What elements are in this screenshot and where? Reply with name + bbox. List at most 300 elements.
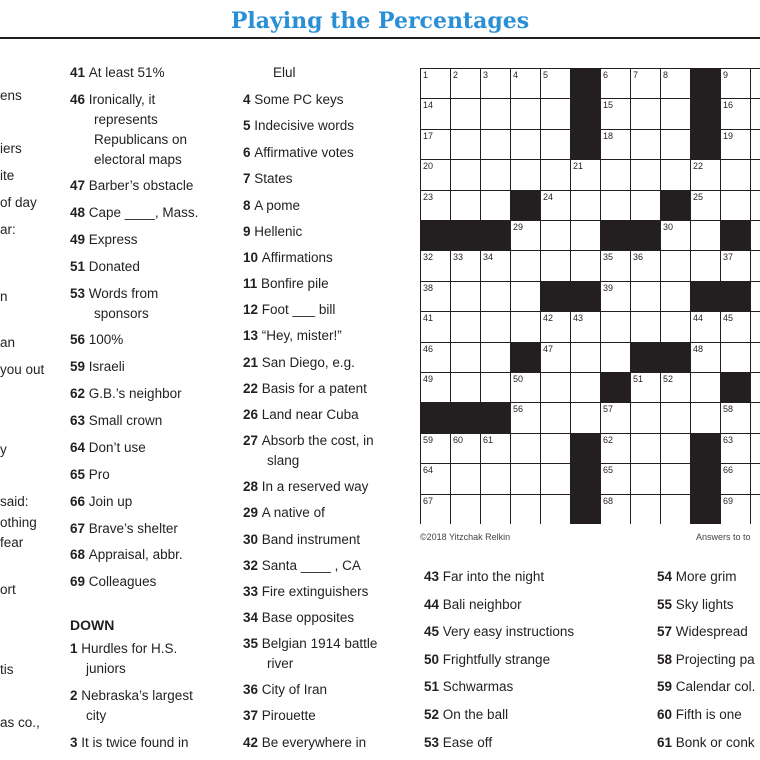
grid-block [600, 372, 631, 403]
grid-cell[interactable] [480, 129, 511, 160]
clue-text: Words from [88, 286, 159, 301]
grid-cell[interactable] [420, 494, 451, 524]
grid-cell[interactable] [480, 190, 511, 221]
grid-cell[interactable] [420, 372, 451, 403]
grid-cell[interactable] [720, 129, 751, 160]
grid-cell[interactable] [660, 250, 691, 281]
grid-cell[interactable] [690, 250, 721, 281]
clue-number: 60 [657, 707, 676, 722]
grid-cell[interactable] [660, 129, 691, 160]
grid-cell[interactable] [540, 311, 571, 342]
grid-block [540, 281, 571, 312]
grid-cell[interactable] [750, 311, 760, 342]
clue-text: othing [0, 515, 37, 530]
grid-cell[interactable] [660, 311, 691, 342]
grid-cell[interactable] [660, 433, 691, 464]
grid-cell[interactable] [690, 159, 721, 190]
grid-cell[interactable] [510, 98, 541, 129]
grid-cell[interactable] [420, 129, 451, 160]
grid-block [600, 220, 631, 251]
grid-cell[interactable] [420, 98, 451, 129]
clue-number: 56 [70, 332, 89, 347]
cell-number: 16 [723, 100, 734, 111]
clue-number: 46 [70, 92, 89, 107]
grid-cell[interactable] [480, 98, 511, 129]
clue-number: 26 [243, 407, 262, 422]
grid-cell[interactable] [720, 311, 751, 342]
cell-number: 45 [723, 313, 734, 324]
cell-number: 35 [603, 252, 614, 263]
grid-cell[interactable] [630, 402, 661, 433]
grid-cell[interactable] [600, 68, 631, 99]
grid-cell[interactable] [660, 402, 691, 433]
grid-cell[interactable] [540, 129, 571, 160]
grid-cell[interactable] [540, 68, 571, 99]
clue-22 [243, 379, 367, 399]
clue-number: 51 [424, 679, 443, 694]
grid-cell[interactable] [510, 220, 541, 251]
clue-60 [657, 705, 760, 725]
grid-block [480, 220, 511, 251]
clue-text: Land near Cuba [261, 407, 359, 422]
clue-number: 36 [243, 682, 262, 697]
clue-35 [243, 634, 377, 674]
clue-number: 66 [70, 494, 89, 509]
grid-cell[interactable] [600, 98, 631, 129]
cell-number: 42 [543, 313, 554, 324]
grid-cell[interactable] [450, 159, 481, 190]
clue-text: Schwarmas [442, 679, 514, 694]
grid-cell[interactable] [690, 220, 721, 251]
grid-block [570, 68, 601, 99]
clue-text: Base opposites [261, 610, 355, 625]
grid-cell[interactable] [540, 342, 571, 373]
clue-cont [0, 513, 68, 533]
grid-block [690, 433, 721, 464]
grid-cell[interactable] [510, 129, 541, 160]
cell-number: 17 [423, 130, 434, 141]
grid-cell[interactable] [750, 372, 760, 403]
clue-text: Frightfully strange [442, 652, 551, 667]
grid-cell[interactable] [480, 68, 511, 99]
grid-cell[interactable] [480, 250, 511, 281]
grid-cell[interactable] [600, 190, 631, 221]
clue-51 [70, 257, 140, 277]
clue-text: Affirmations [261, 250, 333, 265]
clue-text: Small crown [88, 413, 163, 428]
grid-cell[interactable] [720, 433, 751, 464]
clue-text: Brave’s shelter [88, 521, 178, 536]
cell-number: 39 [603, 282, 614, 293]
clue-continuation: electoral maps [94, 152, 182, 167]
clue-number: 43 [424, 569, 443, 584]
grid-cell[interactable] [750, 190, 760, 221]
clue-43 [424, 567, 544, 587]
clue-69 [70, 572, 156, 592]
cell-number: 67 [423, 495, 434, 506]
clue-number: 13 [243, 328, 262, 343]
clue-21 [243, 353, 355, 373]
grid-cell[interactable] [420, 190, 451, 221]
clue-9 [243, 222, 302, 242]
clue-number: 67 [70, 521, 89, 536]
grid-cell[interactable] [420, 342, 451, 373]
grid-cell[interactable] [630, 281, 661, 312]
clue-text: Band instrument [261, 532, 361, 547]
cell-number: 60 [453, 434, 464, 445]
clue-cont [0, 220, 68, 240]
clue-number: 11 [243, 276, 262, 291]
grid-block [690, 129, 721, 160]
clue-text: Ironically, it [88, 92, 156, 107]
grid-block [660, 342, 691, 373]
clue-number: 51 [70, 259, 89, 274]
grid-cell[interactable] [570, 342, 601, 373]
clue-text: Bali neighbor [442, 597, 522, 612]
grid-cell[interactable] [420, 463, 451, 494]
grid-cell[interactable] [480, 463, 511, 494]
clue-67 [70, 519, 178, 539]
grid-cell[interactable] [420, 159, 451, 190]
grid-cell[interactable] [540, 433, 571, 464]
grid-cell[interactable] [660, 281, 691, 312]
grid-cell[interactable] [750, 281, 760, 312]
grid-cell[interactable] [750, 250, 760, 281]
clue-number: 12 [243, 302, 262, 317]
grid-cell[interactable] [600, 402, 631, 433]
cell-number: 24 [543, 191, 554, 202]
grid-cell[interactable] [420, 250, 451, 281]
grid-cell[interactable] [750, 342, 760, 373]
grid-cell[interactable] [450, 190, 481, 221]
clue-cont [0, 86, 68, 106]
grid-block [720, 372, 751, 403]
grid-cell[interactable] [420, 68, 451, 99]
grid-cell[interactable] [510, 250, 541, 281]
grid-cell[interactable] [690, 342, 721, 373]
grid-cell[interactable] [540, 159, 571, 190]
clue-text: Bonk or conk [675, 735, 755, 750]
clue-text: ens [0, 88, 22, 103]
grid-cell[interactable] [450, 98, 481, 129]
grid-cell[interactable] [720, 98, 751, 129]
cell-number: 20 [423, 161, 434, 172]
grid-cell[interactable] [420, 433, 451, 464]
cell-number: 59 [423, 434, 434, 445]
clue-36 [243, 680, 327, 700]
grid-cell[interactable] [750, 159, 760, 190]
grid-cell[interactable] [480, 281, 511, 312]
clue-number: 44 [424, 597, 443, 612]
grid-cell[interactable] [480, 372, 511, 403]
grid-block [570, 433, 601, 464]
grid-cell[interactable] [540, 98, 571, 129]
grid-cell[interactable] [630, 311, 661, 342]
grid-cell[interactable] [720, 494, 751, 524]
clue-30 [243, 530, 360, 550]
cell-number: 22 [693, 161, 704, 172]
grid-cell[interactable] [570, 311, 601, 342]
grid-cell[interactable] [630, 190, 661, 221]
grid-cell[interactable] [630, 98, 661, 129]
cell-number: 68 [603, 495, 614, 506]
grid-cell[interactable] [690, 311, 721, 342]
grid-cell[interactable] [450, 68, 481, 99]
grid-cell[interactable] [750, 463, 760, 494]
clue-66 [70, 492, 132, 512]
cell-number: 4 [513, 70, 519, 80]
grid-cell[interactable] [630, 433, 661, 464]
clue-text: Belgian 1914 battle [261, 636, 378, 651]
clue-cont [0, 287, 68, 307]
grid-cell[interactable] [540, 494, 571, 524]
clue-8 [243, 196, 300, 216]
cell-number: 1 [423, 70, 429, 80]
grid-cell[interactable] [570, 159, 601, 190]
clue-number: 54 [657, 569, 676, 584]
grid-cell[interactable] [600, 433, 631, 464]
grid-cell[interactable] [720, 250, 751, 281]
clue-58 [657, 650, 760, 670]
cell-number: 18 [603, 130, 614, 141]
cell-number: 58 [723, 404, 734, 415]
grid-cell[interactable] [720, 68, 751, 99]
grid-cell[interactable] [660, 68, 691, 99]
clue-text: Appraisal, abbr. [88, 547, 183, 562]
cell-number: 49 [423, 374, 434, 384]
grid-block [690, 98, 721, 129]
grid-cell[interactable] [570, 372, 601, 403]
clue-text: n [0, 289, 8, 304]
clue-44 [424, 595, 522, 615]
grid-cell[interactable] [690, 190, 721, 221]
grid-cell[interactable] [720, 190, 751, 221]
grid-cell[interactable] [510, 311, 541, 342]
grid-cell[interactable] [690, 372, 721, 403]
grid-cell[interactable] [570, 220, 601, 251]
grid-cell[interactable] [420, 281, 451, 312]
title-rule [0, 37, 760, 39]
grid-cell[interactable] [480, 311, 511, 342]
grid-cell[interactable] [600, 311, 631, 342]
grid-cell[interactable] [720, 463, 751, 494]
clue-number: 27 [243, 433, 262, 448]
grid-cell[interactable] [630, 159, 661, 190]
clue-51 [424, 677, 513, 697]
grid-block [450, 402, 481, 433]
clue-59 [70, 357, 125, 377]
grid-cell[interactable] [510, 463, 541, 494]
clue-cont [0, 713, 68, 733]
clue-29 [243, 503, 325, 523]
clue-number: 6 [243, 145, 255, 160]
grid-cell[interactable] [600, 159, 631, 190]
grid-block [630, 220, 661, 251]
grid-cell[interactable] [600, 129, 631, 160]
grid-cell[interactable] [750, 220, 760, 251]
cell-number: 43 [573, 313, 584, 324]
cell-number: 21 [573, 161, 584, 172]
clue-53 [424, 733, 492, 753]
grid-cell[interactable] [750, 402, 760, 433]
clue-45 [424, 622, 574, 642]
clue-number: 37 [243, 708, 262, 723]
clue-62 [70, 384, 182, 404]
clue-text: ort [0, 582, 16, 597]
clue-number: 30 [243, 532, 262, 547]
clue-32 [243, 556, 361, 576]
grid-cell[interactable] [540, 372, 571, 403]
clue-text: Hellenic [254, 224, 303, 239]
clue-number: 29 [243, 505, 262, 520]
cell-number: 3 [483, 70, 489, 80]
grid-block [570, 463, 601, 494]
grid-cell[interactable] [480, 494, 511, 524]
grid-cell[interactable] [450, 372, 481, 403]
clue-text: More grim [675, 569, 737, 584]
cell-number: 62 [603, 434, 614, 445]
grid-cell[interactable] [750, 129, 760, 160]
grid-cell[interactable] [450, 250, 481, 281]
grid-cell[interactable] [750, 433, 760, 464]
grid-cell[interactable] [450, 494, 481, 524]
clue-46 [70, 90, 187, 170]
clue-text: Don’t use [88, 440, 146, 455]
clue-37 [243, 706, 316, 726]
clue-cont [0, 660, 68, 680]
clue-3 [70, 733, 189, 753]
grid-cell[interactable] [450, 463, 481, 494]
grid-cell[interactable] [630, 463, 661, 494]
grid-cell[interactable] [450, 311, 481, 342]
clue-number: 4 [243, 92, 255, 107]
grid-cell[interactable] [480, 159, 511, 190]
clue-number: 61 [657, 735, 676, 750]
grid-cell[interactable] [480, 433, 511, 464]
crossword-grid [420, 68, 760, 524]
grid-cell[interactable] [630, 494, 661, 524]
grid-cell[interactable] [600, 463, 631, 494]
clue-text: Hurdles for H.S. [81, 641, 178, 656]
clue-text: Bonfire pile [261, 276, 329, 291]
grid-cell[interactable] [540, 220, 571, 251]
grid-cell[interactable] [750, 98, 760, 129]
cell-number: 25 [693, 191, 704, 202]
clue-text: y [0, 442, 7, 457]
clue-6 [243, 143, 354, 163]
grid-cell[interactable] [450, 129, 481, 160]
grid-cell[interactable] [510, 68, 541, 99]
clue-text: Donated [88, 259, 140, 274]
grid-cell[interactable] [630, 68, 661, 99]
clue-text: Be everywhere in [261, 735, 367, 750]
grid-cell[interactable] [510, 159, 541, 190]
clue-number: 5 [243, 118, 255, 133]
cell-number: 50 [513, 374, 524, 384]
grid-cell[interactable] [720, 402, 751, 433]
cell-number: 37 [723, 252, 734, 263]
grid-cell[interactable] [540, 463, 571, 494]
grid-block [660, 190, 691, 221]
grid-block [570, 129, 601, 160]
grid-cell[interactable] [600, 281, 631, 312]
clue-cont [0, 533, 68, 553]
cell-number: 64 [423, 465, 434, 476]
clue-28 [243, 477, 368, 497]
cell-number: 36 [633, 252, 644, 263]
clue-number: 57 [657, 624, 676, 639]
clue-number: 10 [243, 250, 262, 265]
clue-text: San Diego, e.g. [261, 355, 355, 370]
grid-cell[interactable] [720, 342, 751, 373]
clue-continuation: sponsors [94, 306, 149, 321]
cell-number: 34 [483, 252, 494, 263]
grid-cell[interactable] [660, 372, 691, 403]
grid-cell[interactable] [690, 402, 721, 433]
cell-number: 41 [423, 313, 434, 324]
clue-number: 45 [424, 624, 443, 639]
grid-cell[interactable] [510, 402, 541, 433]
grid-cell[interactable] [510, 494, 541, 524]
grid-cell[interactable] [750, 68, 760, 99]
grid-cell[interactable] [660, 220, 691, 251]
clue-number: 59 [70, 359, 89, 374]
clue-text: 100% [88, 332, 124, 347]
cell-number: 32 [423, 252, 434, 263]
grid-cell[interactable] [600, 342, 631, 373]
puzzle-title: Playing the Percentages [230, 8, 530, 34]
grid-cell[interactable] [450, 281, 481, 312]
grid-cell[interactable] [480, 342, 511, 373]
cell-number: 33 [453, 252, 464, 263]
grid-cell[interactable] [660, 159, 691, 190]
grid-cell[interactable] [540, 190, 571, 221]
cell-number: 52 [663, 374, 674, 384]
grid-cell[interactable] [570, 402, 601, 433]
grid-cell[interactable] [570, 250, 601, 281]
clue-50 [424, 650, 550, 670]
grid-cell[interactable] [510, 281, 541, 312]
grid-cell[interactable] [540, 250, 571, 281]
grid-cell[interactable] [570, 190, 601, 221]
grid-cell[interactable] [630, 250, 661, 281]
grid-cell[interactable] [510, 433, 541, 464]
grid-cell[interactable] [750, 494, 760, 524]
grid-cell[interactable] [540, 402, 571, 433]
grid-cell[interactable] [660, 463, 691, 494]
grid-cell[interactable] [630, 372, 661, 403]
grid-cell[interactable] [510, 372, 541, 403]
grid-cell[interactable] [450, 342, 481, 373]
grid-cell[interactable] [600, 494, 631, 524]
clue-49 [70, 230, 138, 250]
grid-cell[interactable] [600, 250, 631, 281]
grid-block [570, 494, 601, 524]
cell-number: 65 [603, 465, 614, 476]
clue-text: In a reserved way [261, 479, 369, 494]
grid-cell[interactable] [660, 98, 691, 129]
clue-cont [0, 193, 68, 213]
grid-cell[interactable] [420, 311, 451, 342]
clue-number: 28 [243, 479, 262, 494]
grid-cell[interactable] [450, 433, 481, 464]
grid-block [420, 402, 451, 433]
grid-cell[interactable] [720, 159, 751, 190]
grid-cell[interactable] [630, 129, 661, 160]
grid-cell[interactable] [660, 494, 691, 524]
cell-number: 9 [723, 70, 729, 80]
clue-number: 53 [424, 735, 443, 750]
